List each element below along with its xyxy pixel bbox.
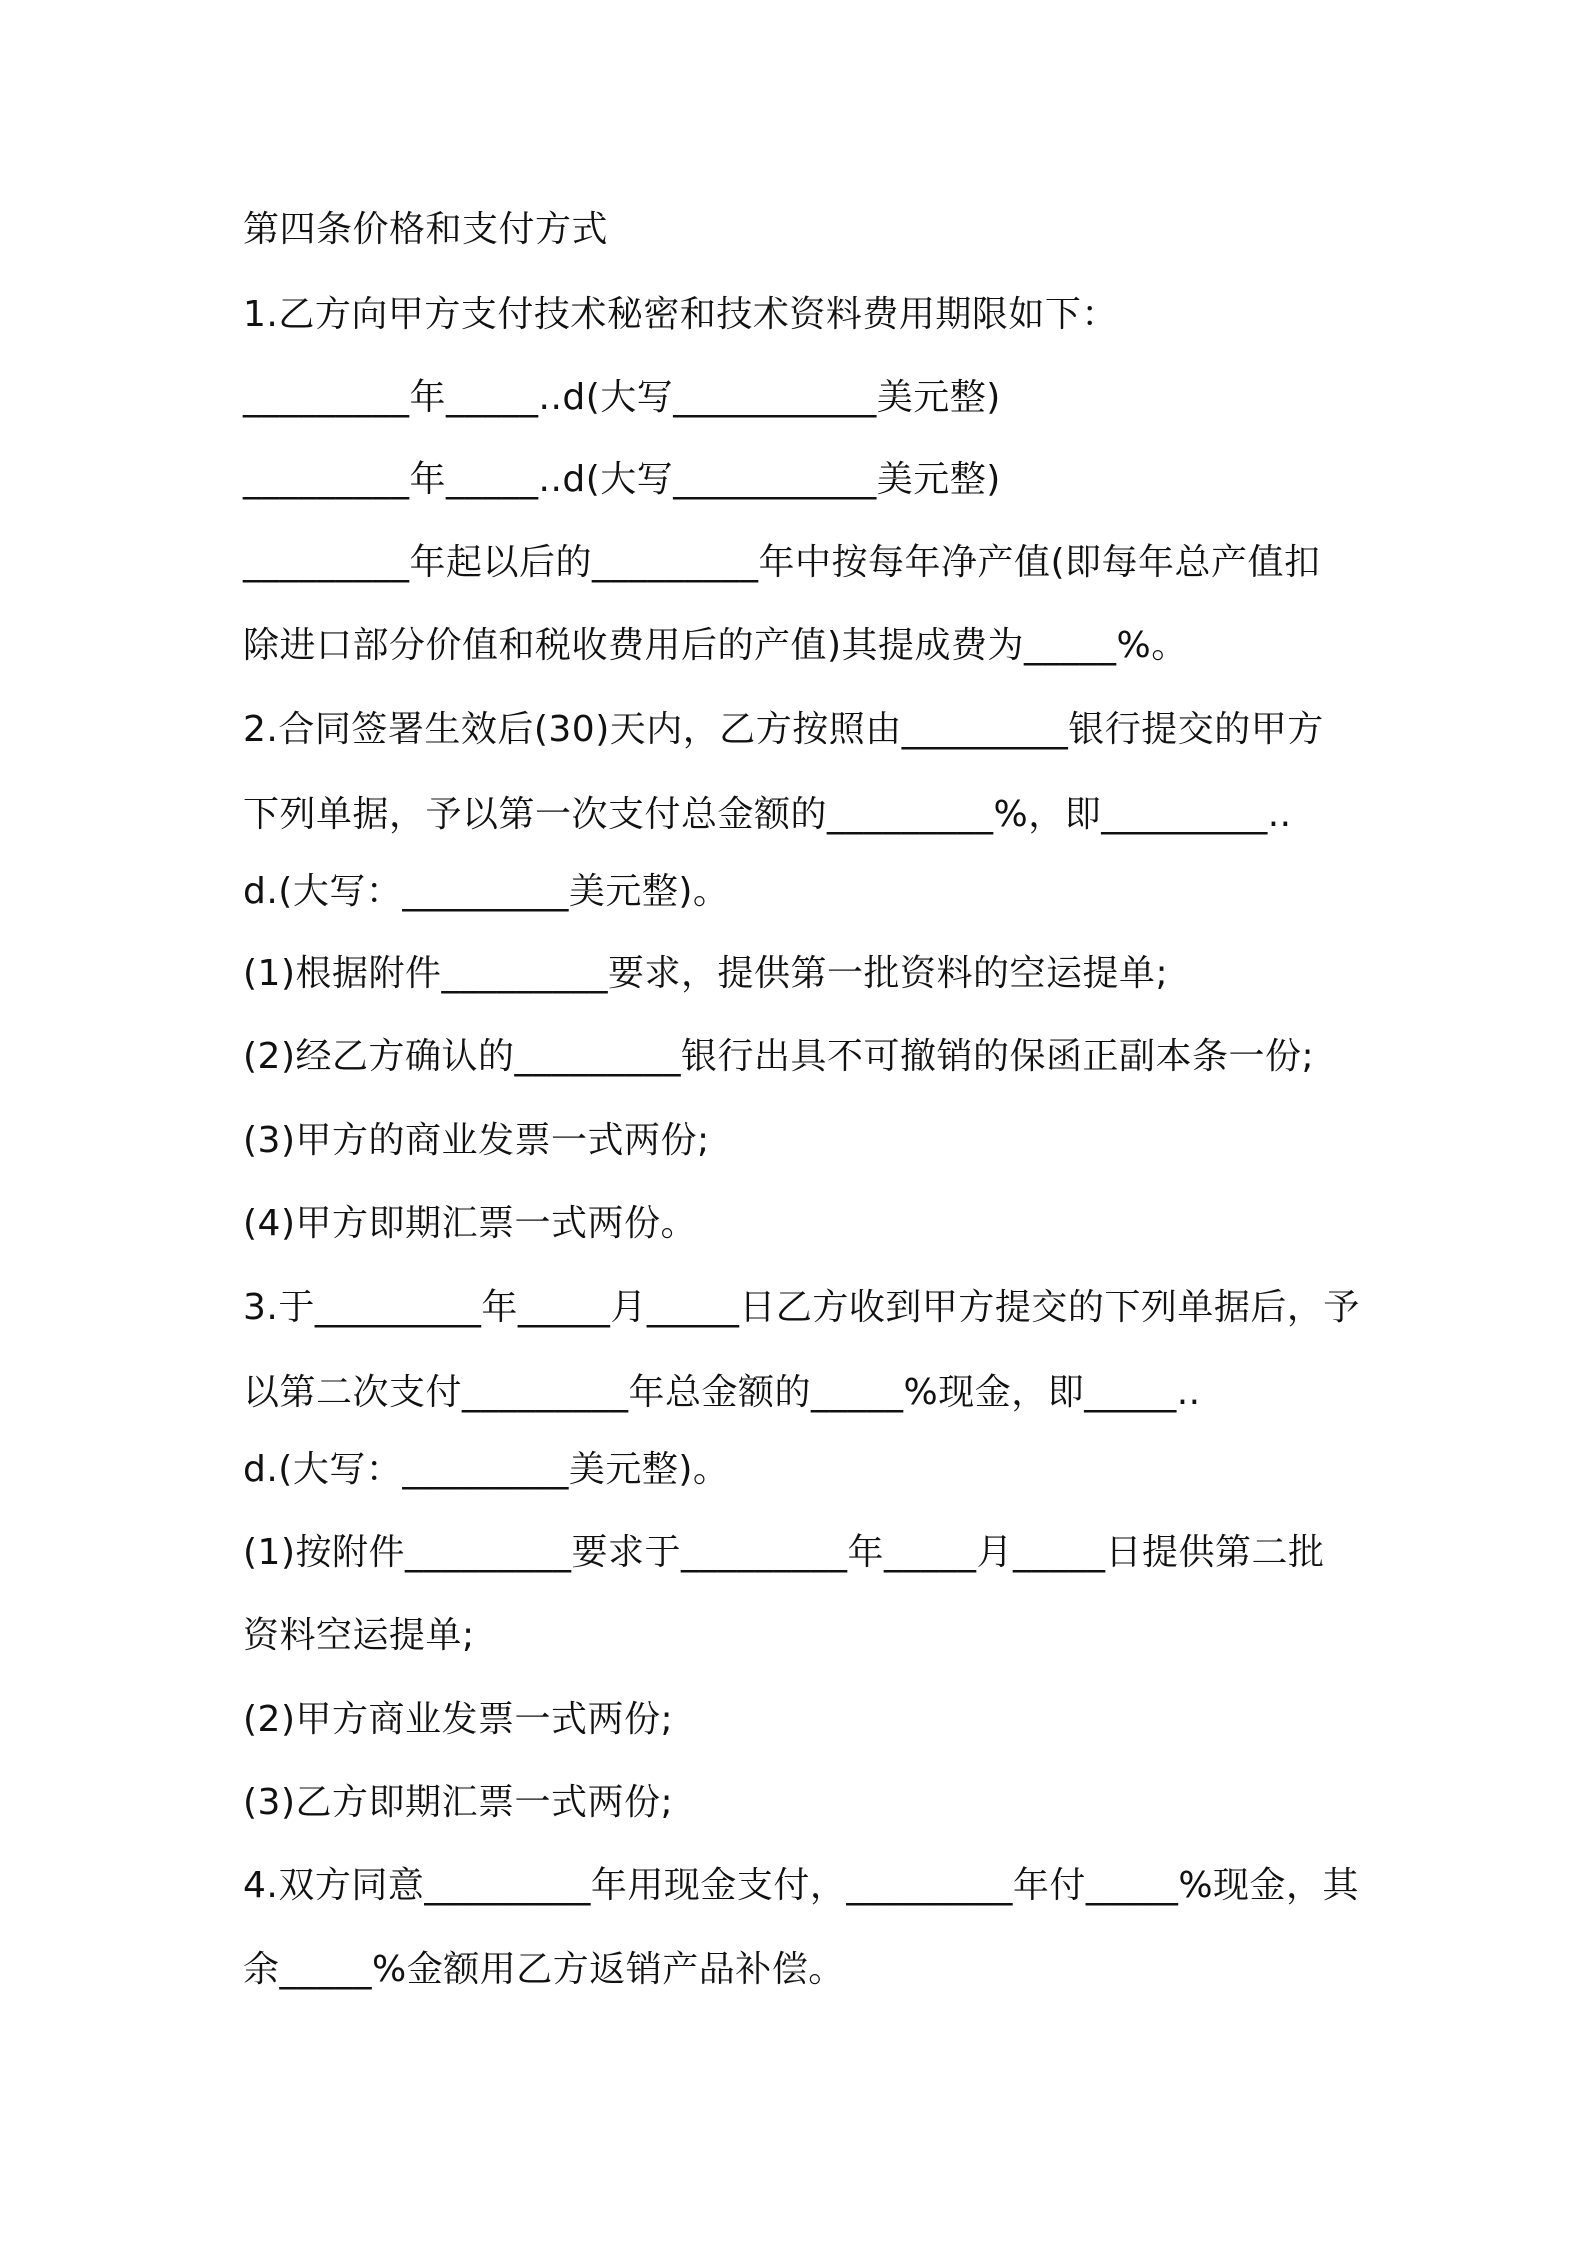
payment-schedule-line-1: _________年_____..d(大写___________美元整) <box>243 377 1001 418</box>
clause-2-line-2: 下列单据，予以第一次支付总金额的_________%，即_________.. <box>243 794 1292 835</box>
clause-2-item-2: (2)经乙方确认的_________银行出具不可撤销的保函正副本条一份; <box>243 1036 1315 1077</box>
clause-2-line-1: 2.合同签署生效后(30)天内，乙方按照由_________银行提交的甲方 <box>243 709 1324 750</box>
section-heading: 第四条价格和支付方式 <box>243 209 609 250</box>
clause-3-item-3: (3)乙方即期汇票一式两份; <box>243 1782 674 1823</box>
clause-1-intro: 1.乙方向甲方支付技术秘密和技术资料费用期限如下： <box>243 294 1118 335</box>
clause-2-item-1: (1)根据附件_________要求，提供第一批资料的空运提单; <box>243 953 1169 994</box>
clause-3-item-1-line-1: (1)按附件_________要求于_________年_____月_____日提供第二批 <box>243 1532 1325 1573</box>
clause-3-line-2: 以第二次支付_________年总金额的_____%现金，即_____.. <box>243 1372 1201 1413</box>
clause-3-line-3: d.(大写：_________美元整)。 <box>243 1449 730 1490</box>
clause-2-item-4: (4)甲方即期汇票一式两份。 <box>243 1203 697 1244</box>
royalty-line-1: _________年起以后的_________年中按每年净产值(即每年总产值扣 <box>243 542 1321 583</box>
clause-4-line-2: 余_____%金额用乙方返销产品补偿。 <box>243 1949 845 1990</box>
payment-schedule-line-2: _________年_____..d(大写___________美元整) <box>243 459 1001 500</box>
clause-3-item-1-line-2: 资料空运提单; <box>243 1615 475 1656</box>
clause-2-item-3: (3)甲方的商业发票一式两份; <box>243 1120 710 1161</box>
royalty-line-2: 除进口部分价值和税收费用后的产值)其提成费为_____%。 <box>243 625 1188 666</box>
clause-4-line-1: 4.双方同意_________年用现金支付，_________年付_____%现金，其 <box>243 1865 1360 1906</box>
clause-2-line-3: d.(大写：_________美元整)。 <box>243 871 730 912</box>
clause-3-line-1: 3.于_________年_____月_____日乙方收到甲方提交的下列单据后，予 <box>243 1287 1360 1328</box>
clause-3-item-2: (2)甲方商业发票一式两份; <box>243 1699 674 1740</box>
